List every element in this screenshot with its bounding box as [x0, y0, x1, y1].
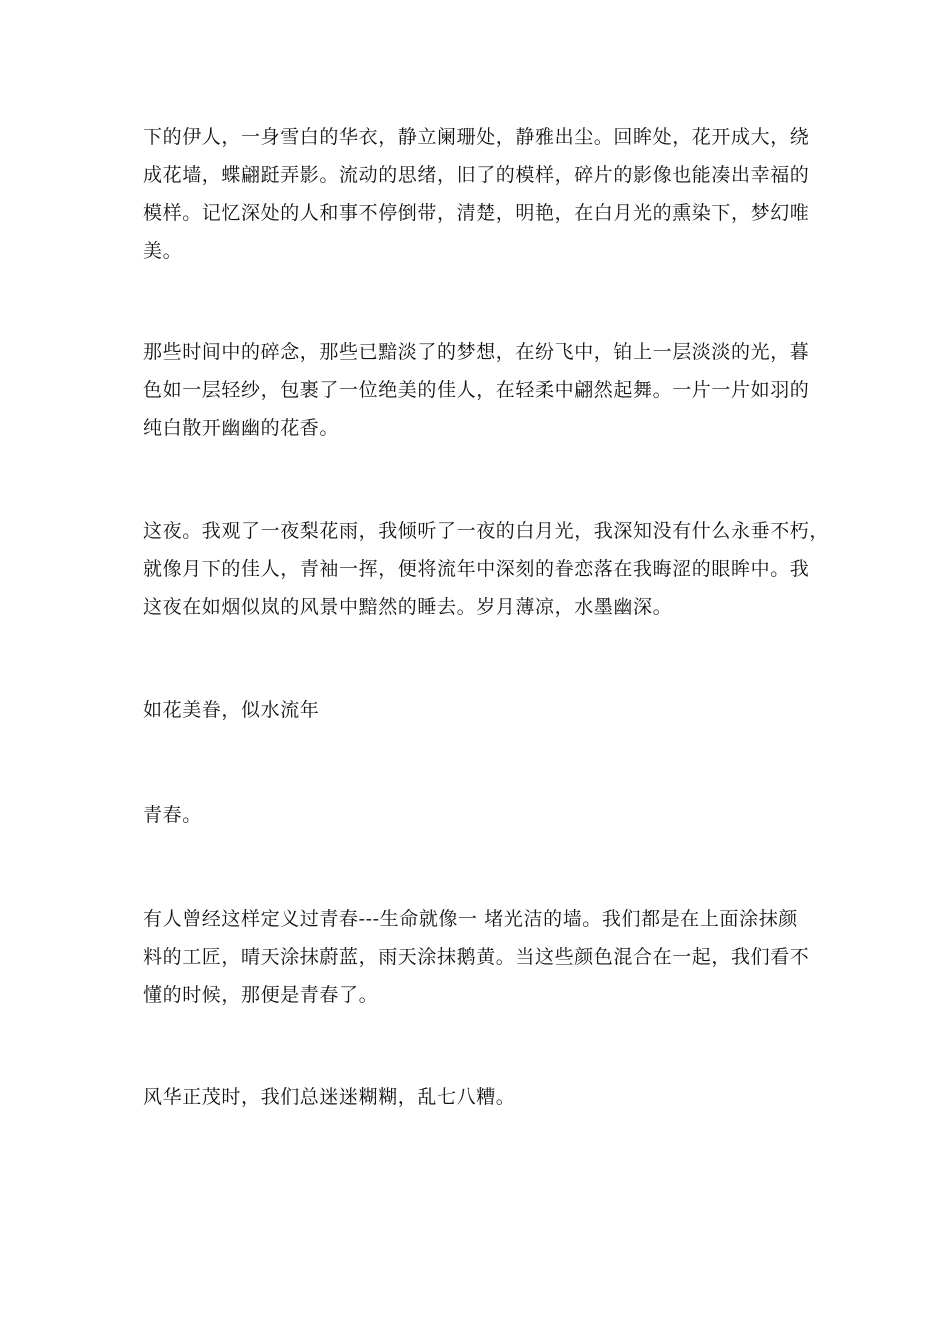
- paragraph-4: [143, 691, 813, 729]
- paragraph-1: [143, 118, 813, 270]
- paragraph-line: 美。: [143, 240, 183, 262]
- paragraph-7: [143, 1078, 813, 1116]
- paragraph-line: 如花美眷，似水流年: [143, 699, 320, 721]
- paragraph-line: 成花墙，蝶翩跹弄影。流动的思绪，旧了的模样，碎片的影像也能凑出幸福的: [143, 164, 810, 186]
- paragraph-line: 这夜。我观了一夜梨花雨，我倾听了一夜的白月光，我深知没有什么永垂不朽，: [143, 520, 830, 542]
- paragraph-line: 色如一层轻纱，包裹了一位绝美的佳人，在轻柔中翩然起舞。一片一片如羽的: [143, 379, 810, 401]
- paragraph-line: 这夜在如烟似岚的风景中黯然的睡去。岁月薄凉，水墨幽深。: [143, 596, 673, 618]
- paragraph-line: 懂的时候，那便是青春了。: [143, 984, 379, 1006]
- paragraph-line: 青春。: [143, 804, 202, 826]
- paragraph-line: 就像月下的佳人，青袖一挥，便将流年中深刻的眷恋落在我晦涩的眼眸中。我: [143, 558, 810, 580]
- paragraph-5: [143, 796, 813, 834]
- paragraph-line: 有人曾经这样定义过青春---生命就像一 堵光洁的墙。我们都是在上面涂抹颜: [143, 908, 798, 930]
- paragraph-2: [143, 333, 813, 447]
- paragraph-line: 料的工匠，晴天涂抹蔚蓝，雨天涂抹鹅黄。当这些颜色混合在一起，我们看不: [143, 946, 810, 968]
- paragraph-line: 下的伊人，一身雪白的华衣，静立阑珊处，静雅出尘。回眸处，花开成大，绕: [143, 126, 810, 148]
- paragraph-3: [143, 512, 830, 626]
- paragraph-line: 模样。记忆深处的人和事不停倒带，清楚，明艳，在白月光的熏染下，梦幻唯: [143, 202, 810, 224]
- paragraph-line: 风华正茂时，我们总迷迷糊糊，乱七八糟。: [143, 1086, 516, 1108]
- paragraph-line: 那些时间中的碎念，那些已黯淡了的梦想，在纷飞中，铂上一层淡淡的光，暮: [143, 341, 810, 363]
- paragraph-6: [143, 900, 813, 1014]
- paragraph-line: 纯白散开幽幽的花香。: [143, 417, 340, 439]
